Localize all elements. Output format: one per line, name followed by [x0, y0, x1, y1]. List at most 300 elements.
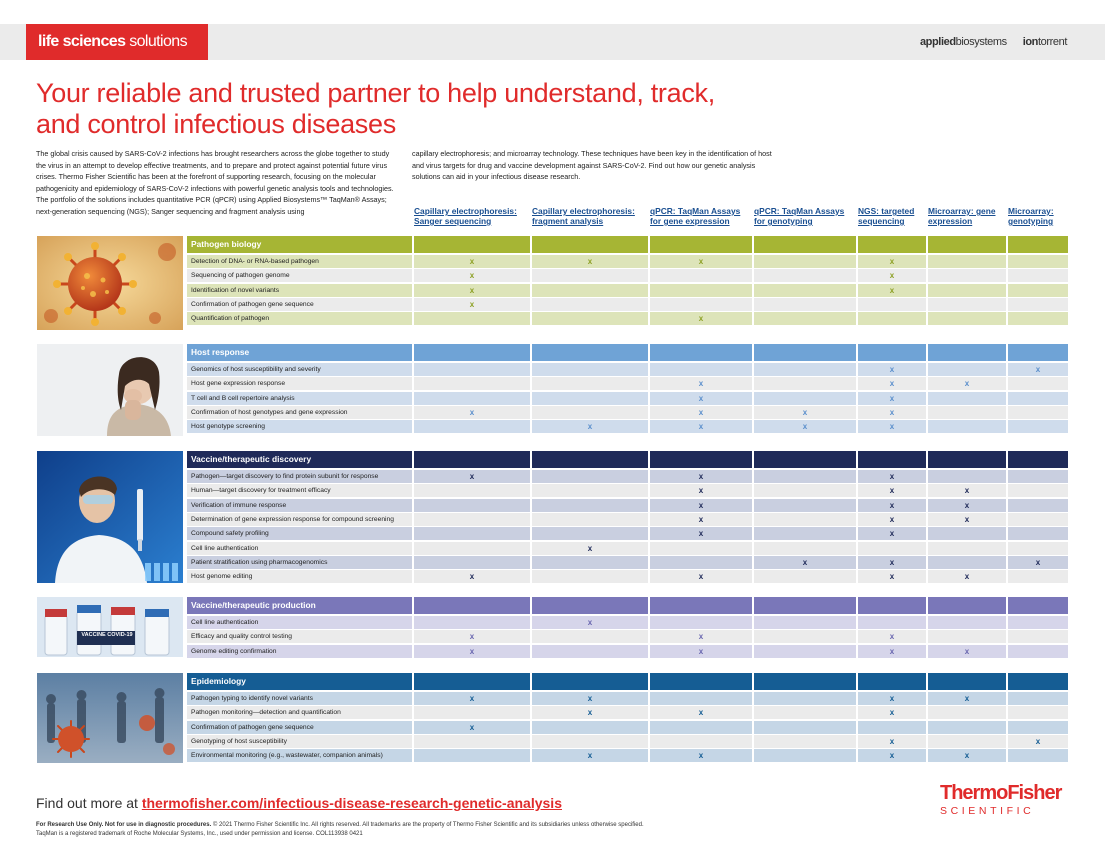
table-row [187, 527, 1068, 541]
empty-cell [1008, 420, 1068, 433]
section-title: Epidemiology [191, 676, 246, 686]
check-mark-cell: x [650, 570, 752, 583]
check-mark-cell: x [858, 269, 926, 282]
row-label: Host gene expression response [187, 377, 412, 390]
empty-cell [1008, 721, 1068, 734]
vial-label: VACCINE COVID-19 [81, 632, 133, 638]
row-label: Confirmation of pathogen gene sequence [187, 298, 412, 311]
empty-cell [650, 556, 752, 569]
empty-cell [650, 735, 752, 748]
empty-cell [754, 484, 856, 497]
check-mark-cell: x [1008, 363, 1068, 376]
empty-cell [1008, 692, 1068, 705]
empty-cell [754, 392, 856, 405]
section-header-cell [754, 236, 856, 253]
check-mark-cell: x [858, 392, 926, 405]
empty-cell [754, 269, 856, 282]
empty-cell [532, 570, 648, 583]
check-mark-cell: x [414, 470, 530, 483]
table-row [187, 616, 1068, 630]
section-header-cell [858, 451, 926, 468]
check-mark-cell: x [414, 284, 530, 297]
empty-cell [754, 735, 856, 748]
table-row [187, 556, 1068, 570]
section-header-cell [1008, 344, 1068, 361]
section-header-cell [650, 597, 752, 614]
find-out-more [36, 795, 562, 811]
section-title: Vaccine/therapeutic production [191, 600, 316, 610]
empty-cell [1008, 284, 1068, 297]
section-header-cell [858, 673, 926, 690]
empty-cell [650, 721, 752, 734]
row-label: Quantification of pathogen [187, 312, 412, 325]
check-mark-cell: x [858, 284, 926, 297]
section-header-cell [754, 597, 856, 614]
empty-cell [858, 542, 926, 555]
crowd-virus-photo [37, 673, 183, 763]
empty-cell [754, 630, 856, 643]
empty-cell [414, 749, 530, 762]
check-mark-cell: x [858, 363, 926, 376]
top-bar [0, 24, 1105, 60]
empty-cell [532, 312, 648, 325]
empty-cell [414, 735, 530, 748]
row-label: Efficacy and quality control testing [187, 630, 412, 643]
empty-cell [532, 645, 648, 658]
table-row [187, 470, 1068, 484]
empty-cell [1008, 527, 1068, 540]
partner1-a: applied [919, 36, 956, 48]
section-header [187, 597, 1068, 614]
empty-cell [650, 692, 752, 705]
check-mark-cell: x [754, 420, 856, 433]
check-mark-cell: x [650, 312, 752, 325]
empty-cell [754, 470, 856, 483]
check-mark-cell: x [414, 692, 530, 705]
empty-cell [414, 499, 530, 512]
row-label: Confirmation of host genotypes and gene expression [187, 406, 412, 419]
empty-cell [414, 616, 530, 629]
check-mark-cell: x [858, 706, 926, 719]
check-mark-cell: x [858, 527, 926, 540]
check-mark-cell: x [650, 630, 752, 643]
empty-cell [754, 298, 856, 311]
check-mark-cell: x [532, 706, 648, 719]
table-row [187, 630, 1068, 644]
check-mark-cell: x [414, 645, 530, 658]
empty-cell [650, 542, 752, 555]
check-mark-cell: x [650, 706, 752, 719]
empty-cell [1008, 392, 1068, 405]
row-label: Confirmation of pathogen gene sequence [187, 721, 412, 734]
table-row [187, 255, 1068, 269]
column-header[interactable]: qPCR: TaqMan Assays for gene expression [650, 206, 741, 226]
check-mark-cell: x [650, 513, 752, 526]
empty-cell [414, 392, 530, 405]
row-label: Environmental monitoring (e.g., wastewater, companion animals) [187, 749, 412, 762]
check-mark-cell: x [858, 735, 926, 748]
empty-cell [928, 616, 1006, 629]
empty-cell [414, 542, 530, 555]
section-header-cell [928, 597, 1006, 614]
check-mark-cell: x [858, 484, 926, 497]
section-title-cell [187, 451, 412, 468]
empty-cell [650, 284, 752, 297]
empty-cell [532, 392, 648, 405]
check-mark-cell: x [754, 556, 856, 569]
check-mark-cell: x [928, 513, 1006, 526]
empty-cell [928, 721, 1006, 734]
check-mark-cell: x [928, 749, 1006, 762]
empty-cell [532, 735, 648, 748]
section-header-cell [414, 451, 530, 468]
check-mark-cell: x [650, 406, 752, 419]
table-row [187, 706, 1068, 720]
empty-cell [1008, 542, 1068, 555]
empty-cell [928, 470, 1006, 483]
check-mark-cell: x [532, 420, 648, 433]
section-header-cell [650, 236, 752, 253]
row-label: Pathogen monitoring—detection and quantification [187, 706, 412, 719]
empty-cell [858, 298, 926, 311]
empty-cell [928, 542, 1006, 555]
logo-line-2: SCIENTIFIC [940, 805, 1035, 817]
section-header-cell [650, 451, 752, 468]
section-header-cell [1008, 451, 1068, 468]
column-header[interactable]: Capillary electrophoresis: Sanger sequencing [414, 206, 517, 226]
coronavirus-illustration [37, 236, 183, 330]
section-header-cell [1008, 236, 1068, 253]
legal-bold: For Research Use Only. Not for use in diagnostic procedures. [36, 822, 212, 828]
section-header-cell [928, 451, 1006, 468]
table-row [187, 363, 1068, 377]
empty-cell [754, 706, 856, 719]
empty-cell [928, 630, 1006, 643]
empty-cell [532, 499, 648, 512]
empty-cell [928, 706, 1006, 719]
check-mark-cell: x [650, 749, 752, 762]
table-row [187, 570, 1068, 584]
section-header-cell [414, 673, 530, 690]
column-header[interactable]: Capillary electrophoresis: fragment analysis [532, 206, 635, 226]
section-header-cell [928, 236, 1006, 253]
table-row [187, 420, 1068, 434]
empty-cell [532, 556, 648, 569]
section-header-cell [650, 673, 752, 690]
brand-logo [26, 24, 208, 60]
section-header [187, 344, 1068, 361]
check-mark-cell: x [928, 570, 1006, 583]
check-mark-cell: x [650, 255, 752, 268]
check-mark-cell: x [532, 255, 648, 268]
column-header[interactable]: Microarray: genotyping [1008, 206, 1054, 226]
column-header[interactable]: qPCR: TaqMan Assays for genotyping [754, 206, 845, 226]
check-mark-cell: x [858, 645, 926, 658]
check-mark-cell: x [858, 470, 926, 483]
logo-line-1: ThermoFisher [940, 782, 1062, 804]
empty-cell [928, 406, 1006, 419]
section-header-cell [928, 673, 1006, 690]
empty-cell [858, 616, 926, 629]
empty-cell [414, 706, 530, 719]
empty-cell [928, 255, 1006, 268]
section-header [187, 236, 1068, 253]
table-row [187, 542, 1068, 556]
section-header-cell [532, 597, 648, 614]
empty-cell [650, 616, 752, 629]
empty-cell [1008, 298, 1068, 311]
row-label: Host genotype screening [187, 420, 412, 433]
table-row [187, 392, 1068, 406]
table-row [187, 377, 1068, 391]
check-mark-cell: x [858, 556, 926, 569]
empty-cell [754, 570, 856, 583]
empty-cell [754, 721, 856, 734]
empty-cell [754, 692, 856, 705]
empty-cell [754, 377, 856, 390]
check-mark-cell: x [928, 692, 1006, 705]
empty-cell [754, 616, 856, 629]
empty-cell [532, 406, 648, 419]
section-header-cell [754, 344, 856, 361]
partner2-a: ion [1022, 36, 1038, 48]
empty-cell [414, 377, 530, 390]
row-label: Patient stratification using pharmacogenomics [187, 556, 412, 569]
empty-cell [1008, 484, 1068, 497]
empty-cell [1008, 570, 1068, 583]
empty-cell [754, 749, 856, 762]
empty-cell [754, 255, 856, 268]
empty-cell [928, 298, 1006, 311]
section-title-cell [187, 236, 412, 253]
row-label: Compound safety profiling [187, 527, 412, 540]
column-header[interactable]: Microarray: gene expression [928, 206, 996, 226]
section-header-cell [532, 344, 648, 361]
check-mark-cell: x [650, 392, 752, 405]
empty-cell [532, 284, 648, 297]
partner-logos [920, 24, 1067, 60]
row-label: Genomics of host susceptibility and severity [187, 363, 412, 376]
section-header [187, 451, 1068, 468]
table-row [187, 721, 1068, 735]
check-mark-cell: x [532, 542, 648, 555]
table-row [187, 692, 1068, 706]
table-row [187, 298, 1068, 312]
empty-cell [532, 721, 648, 734]
section-title-cell [187, 344, 412, 361]
row-label: Genome editing confirmation [187, 645, 412, 658]
row-label: Pathogen—target discovery to find protein subunit for response [187, 470, 412, 483]
empty-cell [532, 269, 648, 282]
partner1-b: biosystems [955, 36, 1007, 48]
table-row [187, 284, 1068, 298]
brand-bold: life sciences [38, 33, 126, 50]
column-header[interactable]: NGS: targeted sequencing [858, 206, 915, 226]
row-label: Detection of DNA- or RNA-based pathogen [187, 255, 412, 268]
table-row [187, 749, 1068, 763]
website-link[interactable]: thermofisher.com/infectious-disease-research-genetic-analysis [141, 795, 562, 811]
check-mark-cell: x [650, 420, 752, 433]
check-mark-cell: x [650, 484, 752, 497]
row-label: Identification of novel variants [187, 284, 412, 297]
row-label: T cell and B cell repertoire analysis [187, 392, 412, 405]
empty-cell [414, 513, 530, 526]
table-row [187, 499, 1068, 513]
section-title-cell [187, 673, 412, 690]
check-mark-cell: x [414, 298, 530, 311]
check-mark-cell: x [414, 406, 530, 419]
row-label: Genotyping of host susceptibility [187, 735, 412, 748]
empty-cell [754, 312, 856, 325]
check-mark-cell: x [754, 406, 856, 419]
empty-cell [1008, 406, 1068, 419]
check-mark-cell: x [928, 645, 1006, 658]
legal-notice [36, 821, 796, 838]
empty-cell [754, 542, 856, 555]
table-row [187, 312, 1068, 326]
check-mark-cell: x [858, 406, 926, 419]
empty-cell [1008, 630, 1068, 643]
empty-cell [650, 363, 752, 376]
section-header-cell [532, 236, 648, 253]
row-label: Cell line authentication [187, 616, 412, 629]
table-row [187, 513, 1068, 527]
find-out-text: Find out more at [36, 795, 142, 811]
page-title: Your reliable and trusted partner to help understand, track, and control infectious diseases [36, 78, 715, 139]
empty-cell [532, 377, 648, 390]
empty-cell [414, 556, 530, 569]
empty-cell [1008, 645, 1068, 658]
partner2-b: torrent [1038, 36, 1067, 48]
empty-cell [532, 470, 648, 483]
table-row [187, 269, 1068, 283]
empty-cell [1008, 312, 1068, 325]
row-label: Determination of gene expression response for compound screening [187, 513, 412, 526]
empty-cell [414, 312, 530, 325]
check-mark-cell: x [532, 692, 648, 705]
empty-cell [1008, 513, 1068, 526]
empty-cell [1008, 470, 1068, 483]
section-header-cell [928, 344, 1006, 361]
section-header-cell [858, 344, 926, 361]
empty-cell [754, 513, 856, 526]
check-mark-cell: x [414, 630, 530, 643]
scientist-pipette-photo [37, 451, 183, 583]
brand-thin: solutions [125, 33, 187, 50]
check-mark-cell: x [858, 749, 926, 762]
table-row [187, 406, 1068, 420]
empty-cell [1008, 255, 1068, 268]
empty-cell [414, 420, 530, 433]
empty-cell [532, 527, 648, 540]
empty-cell [532, 484, 648, 497]
empty-cell [1008, 749, 1068, 762]
section-header-cell [650, 344, 752, 361]
check-mark-cell: x [650, 527, 752, 540]
check-mark-cell: x [928, 484, 1006, 497]
intro-column-1: The global crisis caused by SARS-CoV-2 infections has brought researchers across the globe together to study the virus in an attempt to develop effective treatments, and to prepare and protect against potential future virus crises. Thermo Fisher Scientific has been at the forefront of supporting research, focusing on the molecular pathogenicity and epidemiology of SARS-CoV-2 infections with powerful genetic analysis tools and technologies. The portfolio of the solutions includes quantitative PCR (qPCR) using Applied Biosystems™ TaqMan® Assays; next-generation sequencing (NGS); Sanger sequencing and fragment analysis using [36, 149, 394, 216]
empty-cell [858, 721, 926, 734]
empty-cell [1008, 706, 1068, 719]
empty-cell [754, 499, 856, 512]
check-mark-cell: x [650, 377, 752, 390]
section-title: Pathogen biology [191, 239, 262, 249]
row-label: Verification of immune response [187, 499, 412, 512]
check-mark-cell: x [650, 645, 752, 658]
empty-cell [532, 513, 648, 526]
check-mark-cell: x [858, 377, 926, 390]
check-mark-cell: x [858, 630, 926, 643]
empty-cell [754, 527, 856, 540]
empty-cell [650, 269, 752, 282]
section-title: Host response [191, 347, 250, 357]
check-mark-cell: x [650, 499, 752, 512]
empty-cell [928, 392, 1006, 405]
section-header-cell [532, 451, 648, 468]
empty-cell [1008, 269, 1068, 282]
row-label: Sequencing of pathogen genome [187, 269, 412, 282]
empty-cell [928, 363, 1006, 376]
check-mark-cell: x [532, 616, 648, 629]
section-header-cell [858, 597, 926, 614]
empty-cell [414, 484, 530, 497]
empty-cell [754, 363, 856, 376]
section-header-cell [532, 673, 648, 690]
empty-cell [858, 312, 926, 325]
empty-cell [414, 527, 530, 540]
check-mark-cell: x [650, 470, 752, 483]
row-label: Human—target discovery for treatment efficacy [187, 484, 412, 497]
empty-cell [928, 735, 1006, 748]
empty-cell [1008, 377, 1068, 390]
table-row [187, 645, 1068, 659]
row-label: Host genome editing [187, 570, 412, 583]
check-mark-cell: x [1008, 556, 1068, 569]
section-header-cell [1008, 597, 1068, 614]
check-mark-cell: x [928, 377, 1006, 390]
check-mark-cell: x [858, 420, 926, 433]
empty-cell [754, 284, 856, 297]
check-mark-cell: x [928, 499, 1006, 512]
empty-cell [928, 556, 1006, 569]
empty-cell [1008, 616, 1068, 629]
section-header-cell [754, 451, 856, 468]
legal-line-2: TaqMan is a registered trademark of Roche Molecular Systems, Inc., used under permission and license. COL113938 0421 [36, 830, 363, 837]
check-mark-cell: x [858, 692, 926, 705]
row-label: Pathogen typing to identify novel variants [187, 692, 412, 705]
check-mark-cell: x [858, 255, 926, 268]
check-mark-cell: x [414, 570, 530, 583]
empty-cell [928, 269, 1006, 282]
intro-column-2: capillary electrophoresis; and microarray technology. These techniques have been key in the identification of host and virus targets for drug and vaccine development against SARS-CoV-2. Find out how our genetic analysis solutions can aid in your infectious disease research. [412, 149, 772, 182]
empty-cell [754, 645, 856, 658]
empty-cell [414, 363, 530, 376]
check-mark-cell: x [858, 513, 926, 526]
check-mark-cell: x [414, 255, 530, 268]
empty-cell [650, 298, 752, 311]
vaccine-vials-photo [37, 597, 183, 657]
section-header-cell [414, 344, 530, 361]
empty-cell [928, 420, 1006, 433]
section-header-cell [414, 236, 530, 253]
check-mark-cell: x [532, 749, 648, 762]
table-row [187, 735, 1068, 749]
section-header-cell [1008, 673, 1068, 690]
section-header-cell [414, 597, 530, 614]
legal-line-1: © 2021 Thermo Fisher Scientific Inc. All rights reserved. All trademarks are the property of Thermo Fisher Scientific and its subsidiaries unless otherwise specified. [211, 822, 644, 828]
empty-cell [928, 527, 1006, 540]
empty-cell [1008, 499, 1068, 512]
